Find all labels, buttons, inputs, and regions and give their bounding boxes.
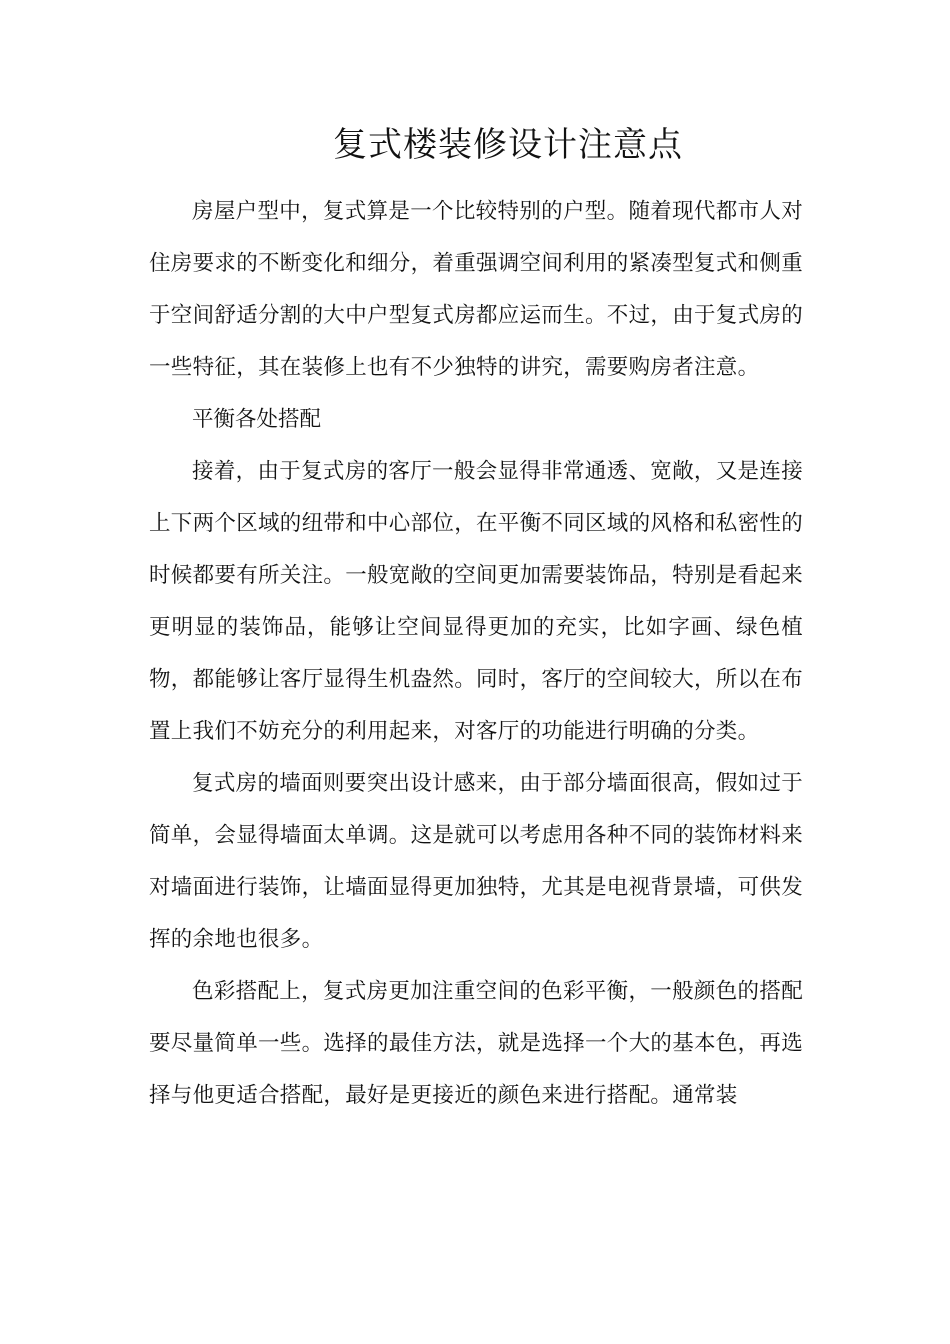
paragraph-colors: 色彩搭配上，复式房更加注重空间的色彩平衡，一般颜色的搭配要尽量简单一些。选择的最佳方法，就是选择一个大的基本色，再选择与他更适合搭配，最好是更接近的颜色来进行搭配。通常装	[149, 979, 804, 1108]
paragraph-intro: 房屋户型中，复式算是一个比较特别的户型。随着现代都市人对住房要求的不断变化和细分，着重强调空间利用的紧凑型复式和侧重于空间舒适分割的大中户型复式房都应运而生。不过，由于复式房的一些特征，其在装修上也有不少独特的讲究，需要购房者注意。	[149, 199, 804, 380]
document-body	[149, 186, 803, 1122]
section-heading: 平衡各处搭配	[192, 407, 322, 432]
paragraph-walls: 复式房的墙面则要突出设计感来，由于部分墙面很高，假如过于简单，会显得墙面太单调。这是就可以考虑用各种不同的装饰材料来对墙面进行装饰，让墙面显得更加独特，尤其是电视背景墙，可供发挥的余地也很多。	[149, 771, 804, 952]
document-title: 复式楼装修设计注意点	[333, 125, 683, 165]
paragraph-living-room: 接着，由于复式房的客厅一般会显得非常通透、宽敞，又是连接上下两个区域的纽带和中心部位，在平衡不同区域的风格和私密性的时候都要有所关注。一般宽敞的空间更加需要装饰品，特别是看起来更明显的装饰品，能够让空间显得更加的充实，比如字画、绿色植物，都能够让客厅显得生机盎然。同时，客厅的空间较大，所以在布置上我们不妨充分的利用起来，对客厅的功能进行明确的分类。	[149, 459, 804, 744]
